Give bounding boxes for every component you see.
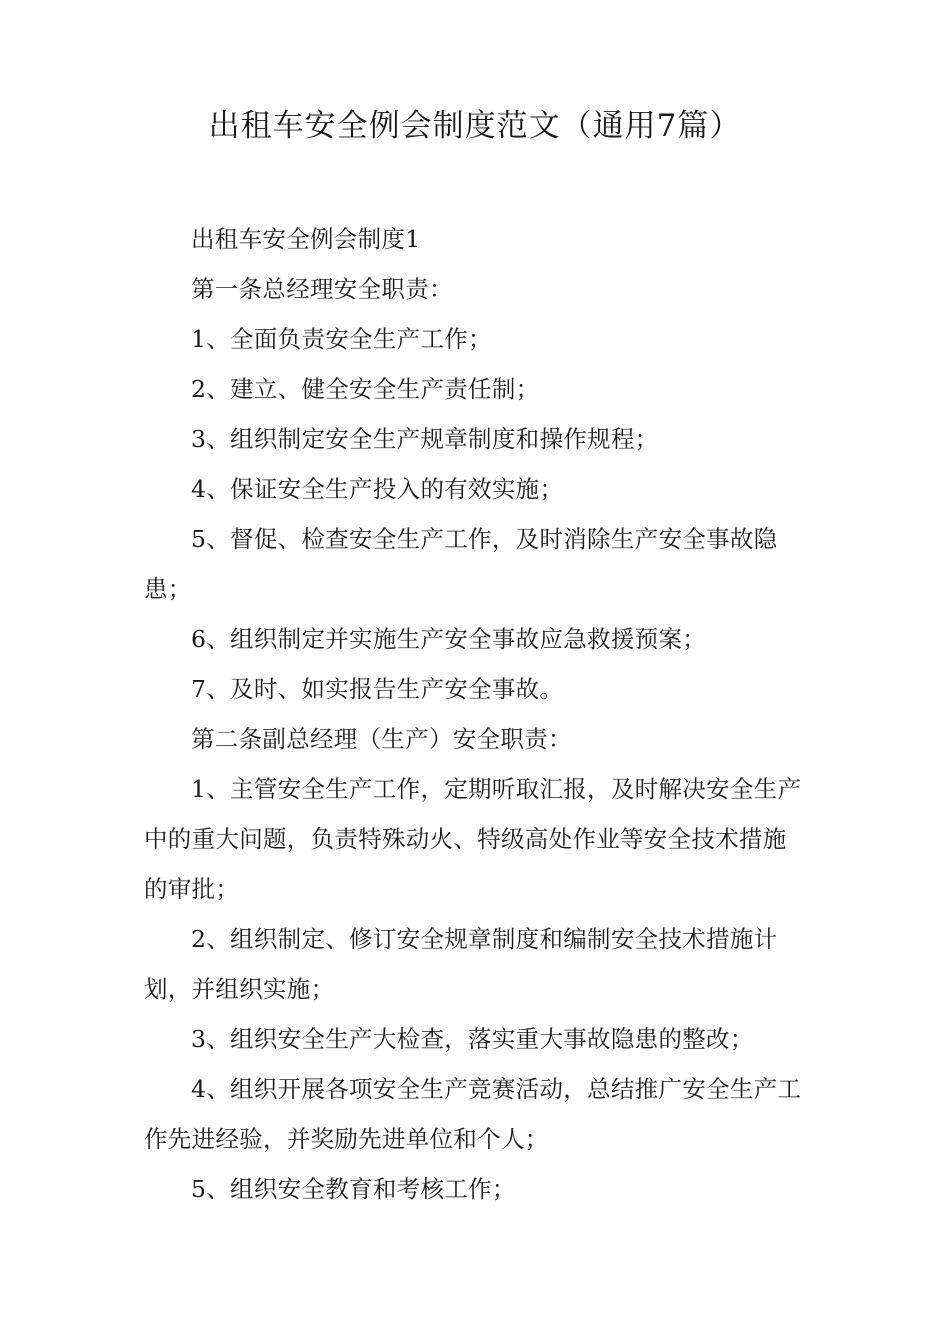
paragraph: 4、保证安全生产投入的有效实施；	[191, 475, 564, 503]
paragraph: 5、督促、检查安全生产工作，及时消除生产安全事故隐患；	[144, 525, 778, 603]
paragraph: 1、主管安全生产工作，定期听取汇报，及时解决安全生产中的重大问题，负责特殊动火、特级高处作业等安全技术措施的审批；	[144, 775, 802, 903]
paragraph: 第二条副总经理（生产）安全职责：	[191, 725, 572, 753]
paragraph: 1、全面负责安全生产工作；	[191, 325, 492, 353]
paragraph: 7、及时、如实报告生产安全事故。	[191, 675, 564, 703]
paragraph: 3、组织制定安全生产规章制度和操作规程；	[191, 425, 659, 453]
paragraph: 2、组织制定、修订安全规章制度和编制安全技术措施计划，并组织实施；	[144, 925, 778, 1003]
paragraph: 2、建立、健全安全生产责任制；	[191, 375, 540, 403]
paragraph: 出租车安全例会制度1	[191, 225, 421, 253]
paragraph: 第一条总经理安全职责：	[191, 275, 453, 303]
paragraph: 3、组织安全生产大检查，落实重大事故隐患的整改；	[191, 1025, 754, 1053]
document-title: 出租车安全例会制度范文（通用7篇）	[208, 108, 742, 144]
document-body	[144, 214, 808, 1214]
paragraph: 5、组织安全教育和考核工作；	[191, 1175, 516, 1203]
paragraph: 6、组织制定并实施生产安全事故应急救援预案；	[191, 625, 707, 653]
paragraph: 4、组织开展各项安全生产竞赛活动，总结推广安全生产工作先进经验，并奖励先进单位和个人；	[144, 1075, 802, 1153]
